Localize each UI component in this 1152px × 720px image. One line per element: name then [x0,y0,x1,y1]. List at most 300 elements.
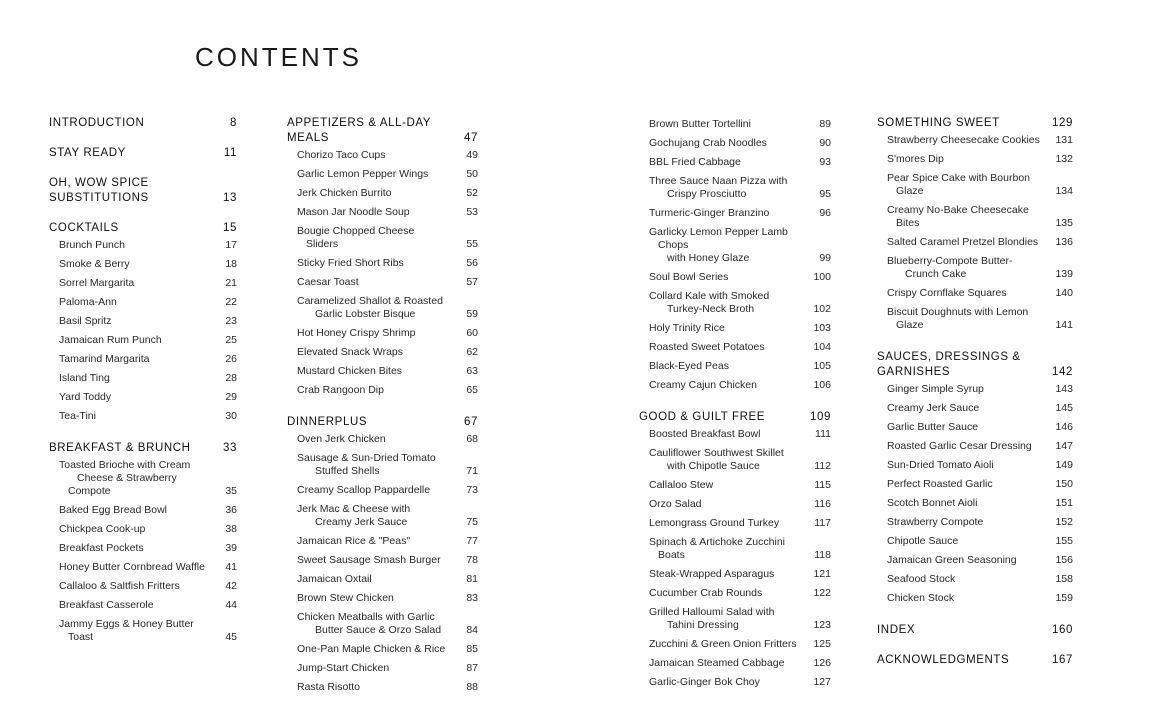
page-number: 44 [225,599,237,611]
entry-title: Caramelized Shallot & Roasted Garlic Lobster Bisque [297,295,443,320]
page-number: 87 [466,662,478,674]
entry-title: Tea-Tini [59,410,96,422]
page-number: 95 [819,188,831,200]
toc-section-heading [49,176,237,206]
toc-entry [639,290,831,316]
entry-title: Creamy Jerk Sauce [887,402,980,414]
toc-entry [49,277,237,290]
toc-section-heading [49,146,237,161]
entry-title: Mason Jar Noodle Soup [297,206,410,218]
toc-entry [639,322,831,335]
page-number: 45 [225,631,237,643]
page-number: 160 [1052,624,1073,636]
toc-column-1 [49,116,237,650]
toc-section-heading [877,350,1073,380]
page-number: 117 [814,517,831,529]
entry-title: Elevated Snack Wraps [297,346,404,358]
section-spacer [877,338,1073,350]
toc-entry [49,296,237,309]
entry-title: Jump-Start Chicken [297,662,390,674]
page-number: 103 [813,322,831,334]
section-title: OH, WOW SPICE SUBSTITUTIONS [49,177,149,204]
toc-entry [49,372,237,385]
toc-entry [877,134,1073,147]
page-number: 53 [466,206,478,218]
page-number: 55 [466,238,478,250]
page-number: 121 [813,568,831,580]
toc-entry [287,365,478,378]
page-number: 8 [230,117,237,129]
section-title: ACKNOWLEDGMENTS [877,654,1010,666]
page-number: 52 [466,187,478,199]
entry-title: Callaloo & Saltfish Fritters [59,580,180,592]
page-number: 83 [466,592,478,604]
toc-entry [877,255,1073,281]
page-number: 147 [1055,440,1073,452]
entry-title: Strawberry Cheesecake Cookies [887,134,1040,146]
toc-entry [639,175,831,201]
entry-title: Creamy Cajun Chicken [649,379,757,391]
toc-entry [49,561,237,574]
page-number: 89 [819,118,831,130]
page-number: 75 [466,516,478,528]
toc-entry [639,606,831,632]
section-title: SOMETHING SWEET [877,117,1000,129]
toc-entry [49,504,237,517]
page-number: 136 [1055,236,1073,248]
toc-entry [287,484,478,497]
page-number: 15 [223,222,237,234]
page-number: 29 [225,391,237,403]
toc-entry [639,447,831,473]
section-spacer [287,403,478,415]
toc-entry [877,287,1073,300]
page-number: 84 [466,624,478,636]
toc-section-heading [877,116,1073,131]
entry-title: Pear Spice Cake with Bourbon Glaze [887,172,1030,197]
page-number: 111 [815,428,831,440]
toc-entry [639,379,831,392]
entry-title: Honey Butter Cornbread Waffle [59,561,205,573]
entry-title: Holy Trinity Rice [649,322,725,334]
page-number: 96 [819,207,831,219]
page-number: 38 [225,523,237,535]
entry-title: Perfect Roasted Garlic [887,478,993,490]
page-number: 127 [813,676,831,688]
page-number: 57 [466,276,478,288]
page-number: 39 [225,542,237,554]
entry-title: Jamaican Green Seasoning [887,554,1017,566]
toc-entry [287,433,478,446]
section-title: SAUCES, DRESSINGS & GARNISHES [877,351,1021,378]
section-spacer [49,164,237,176]
entry-title: Jamaican Oxtail [297,573,372,585]
page-number: 146 [1055,421,1073,433]
page-number: 102 [813,303,831,315]
toc-entry [49,459,237,498]
entry-title: Rasta Risotto [297,681,361,693]
entry-title: Smoke & Berry [59,258,130,270]
entry-title: Sticky Fried Short Ribs [297,257,404,269]
entry-title: Roasted Sweet Potatoes [649,341,765,353]
entry-title: Roasted Garlic Cesar Dressing [887,440,1032,452]
toc-entry [877,236,1073,249]
entry-title: Crispy Cornflake Squares [887,287,1007,299]
entry-title: Black-Eyed Peas [649,360,729,372]
page-number: 49 [466,149,478,161]
toc-entry [287,187,478,200]
page-number: 77 [466,535,478,547]
entry-title: Chicken Meatballs with Garlic Butter Sauce & Orzo Salad [297,611,442,636]
toc-entry [639,587,831,600]
toc-entry [287,611,478,637]
page-number: 85 [466,643,478,655]
page-number: 134 [1055,185,1073,197]
entry-title: Cucumber Crab Rounds [649,587,763,599]
toc-entry [639,428,831,441]
toc-section-heading [287,415,478,430]
entry-title: Sweet Sausage Smash Burger [297,554,441,566]
page-number: 18 [225,258,237,270]
entry-title: BBL Fried Cabbage [649,156,741,168]
page-number: 122 [813,587,831,599]
entry-title: Oven Jerk Chicken [297,433,386,445]
page-number: 112 [814,460,831,472]
section-spacer [49,134,237,146]
section-spacer [49,209,237,221]
toc-entry [287,592,478,605]
page-number: 125 [813,638,831,650]
toc-entry [287,554,478,567]
entry-title: Scotch Bonnet Aioli [887,497,978,509]
entry-title: Lemongrass Ground Turkey [649,517,780,529]
page-number: 115 [814,479,831,491]
toc-entry [639,271,831,284]
entry-title: Salted Caramel Pretzel Blondies [887,236,1039,248]
entry-title: Brown Stew Chicken [297,592,394,604]
entry-title: Soul Bowl Series [649,271,729,283]
page-number: 99 [819,252,831,264]
toc-section-heading [49,441,237,456]
entry-title: Basil Spritz [59,315,112,327]
toc-entry [287,643,478,656]
toc-entry [49,542,237,555]
toc-entry [287,257,478,270]
toc-column-2 [287,116,478,700]
toc-entry [287,327,478,340]
page-number: 118 [814,549,831,561]
entry-title: Gochujang Crab Noodles [649,137,767,149]
entry-title: Garlicky Lemon Pepper Lamb Chops with Honey Glaze [649,226,788,264]
toc-entry [877,592,1073,605]
toc-entry [639,657,831,670]
page-number: 59 [466,308,478,320]
entry-title: Zucchini & Green Onion Fritters [649,638,797,650]
page-number: 36 [225,504,237,516]
entry-title: Toasted Brioche with Cream Cheese & Strawberry Compote [59,459,191,497]
toc-entry [287,168,478,181]
page-number: 131 [1055,134,1073,146]
entry-title: Brunch Punch [59,239,125,251]
toc-entry [287,206,478,219]
page-number: 142 [1052,366,1073,378]
entry-title: S'mores Dip [887,153,944,165]
toc-entry [287,149,478,162]
section-title: GOOD & GUILT FREE [639,411,766,423]
page-number: 143 [1055,383,1073,395]
page-number: 100 [813,271,831,283]
toc-entry [639,156,831,169]
page-number: 67 [464,416,478,428]
page-number: 158 [1055,573,1073,585]
entry-title: Garlic Lemon Pepper Wings [297,168,429,180]
entry-title: Sausage & Sun-Dried Tomato Stuffed Shells [297,452,436,477]
page-number: 26 [225,353,237,365]
entry-title: Mustard Chicken Bites [297,365,403,377]
toc-entry [49,599,237,612]
section-spacer [49,429,237,441]
entry-title: Garlic Butter Sauce [887,421,979,433]
page-number: 35 [225,485,237,497]
entry-title: Boosted Breakfast Bowl [649,428,761,440]
toc-entry [877,306,1073,332]
entry-title: Crab Rangoon Dip [297,384,384,396]
toc-section-heading [639,410,831,425]
entry-title: Blueberry-Compote Butter- Crunch Cake [887,255,1013,280]
page-number: 90 [819,137,831,149]
page-number: 78 [466,554,478,566]
section-title: COCKTAILS [49,222,119,234]
toc-entry [49,315,237,328]
toc-entry [287,681,478,694]
toc-entry [639,226,831,265]
entry-title: Creamy Scallop Pappardelle [297,484,431,496]
toc-entry [287,295,478,321]
page-number: 73 [466,484,478,496]
entry-title: Jerk Chicken Burrito [297,187,392,199]
page-number: 135 [1055,217,1073,229]
entry-title: Garlic-Ginger Bok Choy [649,676,760,688]
toc-entry [287,452,478,478]
page-number: 25 [225,334,237,346]
toc-entry [287,662,478,675]
page-number: 116 [814,498,831,510]
page-number: 152 [1055,516,1073,528]
toc-entry [877,204,1073,230]
entry-title: Turmeric-Ginger Branzino [649,207,770,219]
toc-entry [287,503,478,529]
toc-entry [639,676,831,689]
page-number: 47 [464,132,478,144]
entry-title: Jerk Mac & Cheese with Creamy Jerk Sauce [297,503,411,528]
entry-title: Chicken Stock [887,592,955,604]
page-number: 149 [1055,459,1073,471]
entry-title: Caesar Toast [297,276,359,288]
toc-entry [287,384,478,397]
page-number: 141 [1055,319,1073,331]
entry-title: Chorizo Taco Cups [297,149,386,161]
page-number: 145 [1055,402,1073,414]
toc-entry [49,353,237,366]
entry-title: Grilled Halloumi Salad with Tahini Dressing [649,606,775,631]
toc-column-3 [639,118,831,695]
toc-entry [877,516,1073,529]
toc-entry [49,618,237,644]
page-number: 104 [813,341,831,353]
toc-entry [49,334,237,347]
entry-title: Tamarind Margarita [59,353,150,365]
page-number: 62 [466,346,478,358]
toc-entry [877,554,1073,567]
entry-title: Hot Honey Crispy Shrimp [297,327,416,339]
section-title: INDEX [877,624,916,636]
toc-entry [287,276,478,289]
page-number: 60 [466,327,478,339]
entry-title: Breakfast Casserole [59,599,154,611]
entry-title: Sorrel Margarita [59,277,135,289]
entry-title: Chickpea Cook-up [59,523,146,535]
page-number: 21 [225,277,237,289]
entry-title: Jamaican Rice & "Peas" [297,535,411,547]
entry-title: Seafood Stock [887,573,956,585]
page-number: 88 [466,681,478,693]
page-number: 22 [225,296,237,308]
toc-entry [877,459,1073,472]
section-spacer [877,641,1073,653]
toc-entry [49,391,237,404]
toc-entry [877,497,1073,510]
entry-title: Creamy No-Bake Cheesecake Bites [887,204,1029,229]
toc-entry [639,360,831,373]
entry-title: Baked Egg Bread Bowl [59,504,167,516]
page-number: 167 [1052,654,1073,666]
entry-title: Jamaican Rum Punch [59,334,162,346]
section-title: BREAKFAST & BRUNCH [49,442,191,454]
entry-title: Brown Butter Tortellini [649,118,751,130]
entry-title: Ginger Simple Syrup [887,383,984,395]
toc-entry [877,153,1073,166]
page-number: 41 [225,561,237,573]
page-number: 30 [225,410,237,422]
toc-entry [287,573,478,586]
toc-section-heading [877,623,1073,638]
toc-entry [287,535,478,548]
page-number: 93 [819,156,831,168]
toc-entry [639,638,831,651]
entry-title: Chipotle Sauce [887,535,959,547]
section-title: APPETIZERS & ALL-DAY MEALS [287,117,431,144]
section-title: INTRODUCTION [49,117,145,129]
page-number: 68 [466,433,478,445]
toc-entry [639,568,831,581]
page-number: 106 [813,379,831,391]
page-number: 71 [466,465,478,477]
toc-entry [639,517,831,530]
page-number: 139 [1055,268,1073,280]
entry-title: Spinach & Artichoke Zucchini Boats [649,536,785,561]
page-number: 63 [466,365,478,377]
toc-section-heading [49,116,237,131]
toc-entry [877,172,1073,198]
page-number: 81 [466,573,478,585]
page-number: 50 [466,168,478,180]
page-number: 105 [813,360,831,372]
toc-entry [877,535,1073,548]
toc-entry [877,383,1073,396]
toc-section-heading [49,221,237,236]
page-number: 56 [466,257,478,269]
page-number: 159 [1055,592,1073,604]
entry-title: Paloma-Ann [59,296,117,308]
toc-entry [49,410,237,423]
toc-entry [287,225,478,251]
page-number: 42 [225,580,237,592]
toc-entry [877,421,1073,434]
entry-title: Yard Toddy [59,391,112,403]
entry-title: Breakfast Pockets [59,542,144,554]
toc-entry [639,536,831,562]
page-number: 132 [1055,153,1073,165]
entry-title: Strawberry Compote [887,516,984,528]
section-title: DINNERPLUS [287,416,368,428]
toc-entry [877,478,1073,491]
toc-entry [877,440,1073,453]
entry-title: Collard Kale with Smoked Turkey-Neck Broth [649,290,770,315]
toc-entry [49,580,237,593]
entry-title: Callaloo Stew [649,479,714,491]
page-number: 28 [225,372,237,384]
toc-entry [49,239,237,252]
entry-title: Orzo Salad [649,498,702,510]
entry-title: Cauliflower Southwest Skillet with Chipotle Sauce [649,447,784,472]
section-spacer [639,398,831,410]
page-number: 17 [225,239,237,251]
toc-entry [287,346,478,359]
page-number: 126 [813,657,831,669]
toc-entry [639,498,831,511]
entry-title: Bougie Chopped Cheese Sliders [297,225,415,250]
toc-section-heading [287,116,478,146]
page-number: 109 [810,411,831,423]
entry-title: Biscuit Doughnuts with Lemon Glaze [887,306,1029,331]
toc-section-heading [877,653,1073,668]
section-title: STAY READY [49,147,126,159]
entry-title: Island Ting [59,372,110,384]
toc-entry [639,207,831,220]
page-number: 13 [223,192,237,204]
toc-entry [639,137,831,150]
entry-title: Steak-Wrapped Asparagus [649,568,775,580]
page-number: 65 [466,384,478,396]
page-number: 123 [813,619,831,631]
page-number: 129 [1052,117,1073,129]
page-title: CONTENTS [195,42,362,72]
entry-title: Jamaican Steamed Cabbage [649,657,785,669]
page-number: 23 [225,315,237,327]
page-number: 156 [1055,554,1073,566]
toc-column-4 [877,116,1073,671]
toc-entry [49,258,237,271]
toc-entry [639,341,831,354]
page-number: 151 [1055,497,1073,509]
toc-entry [639,118,831,131]
entry-title: Sun-Dried Tomato Aioli [887,459,994,471]
entry-title: Three Sauce Naan Pizza with Crispy Prosciutto [649,175,788,200]
page-number: 140 [1055,287,1073,299]
toc-entry [877,402,1073,415]
toc-entry [49,523,237,536]
toc-entry [639,479,831,492]
